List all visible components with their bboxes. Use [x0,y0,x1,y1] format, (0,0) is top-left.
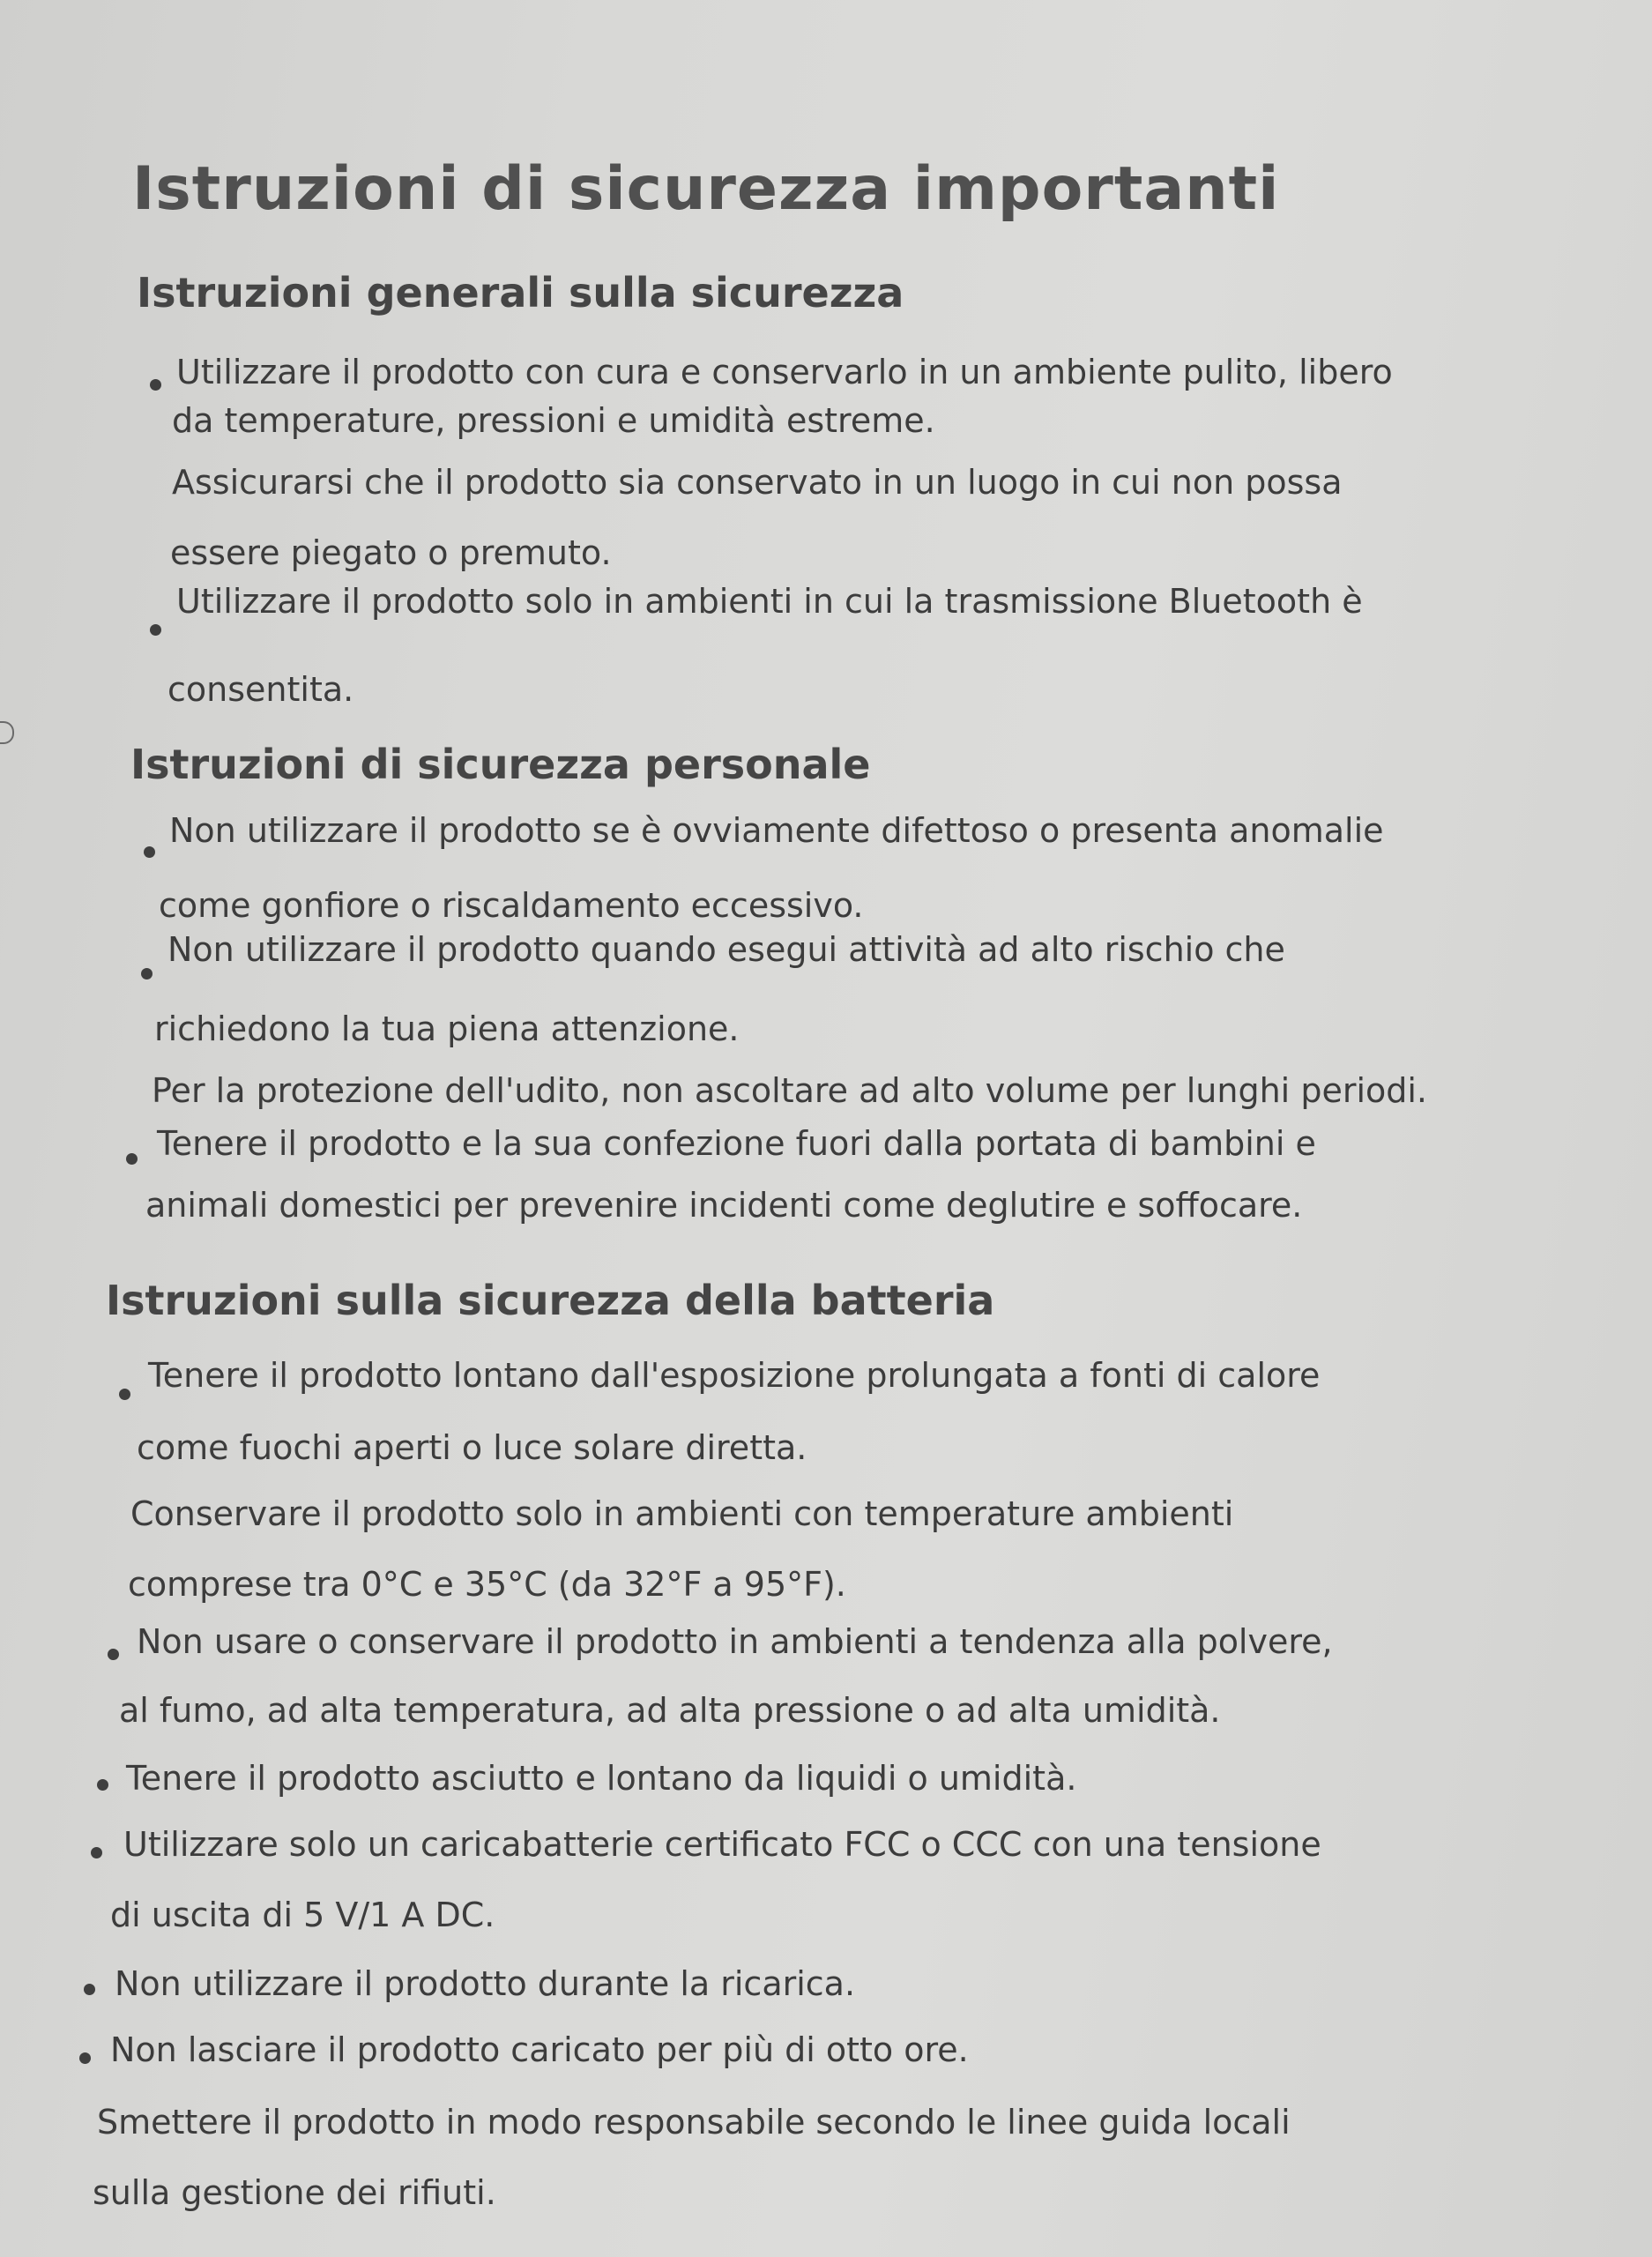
bullet-icon [144,846,155,858]
bullet-icon [97,1779,108,1791]
text-line: Non lasciare il prodotto caricato per più di otto ore. [110,2030,969,2069]
text-line: sulla gestione dei rifiuti. [93,2173,496,2212]
text-line: Non utilizzare il prodotto quando esegui attività ad alto rischio che [167,930,1285,969]
text-line: Non utilizzare il prodotto se è ovviamente difettoso o presenta anomalie [169,811,1384,850]
text-line: consentita. [167,670,354,709]
text-line: Assicurarsi che il prodotto sia conservato in un luogo in cui non possa [172,463,1343,502]
text-line: Tenere il prodotto e la sua confezione fuori dalla portata di bambini e [157,1124,1316,1163]
text-line: Non usare o conservare il prodotto in ambienti a tendenza alla polvere, [137,1622,1333,1661]
text-line: comprese tra 0°C e 35°C (da 32°F a 95°F). [128,1565,846,1604]
bullet-icon [119,1389,130,1400]
bullet-icon [91,1847,102,1858]
text-line: al fumo, ad alta temperatura, ad alta pressione o ad alta umidità. [119,1691,1221,1730]
text-line: Non utilizzare il prodotto durante la ricarica. [115,1964,856,2003]
section-heading-personal: Istruzioni di sicurezza personale [130,741,871,788]
section-heading-battery: Istruzioni sulla sicurezza della batteria [106,1277,995,1324]
bullet-icon [150,624,161,636]
bullet-icon [141,968,153,980]
bullet-icon [126,1153,138,1165]
text-line: Utilizzare il prodotto solo in ambienti in cui la trasmissione Bluetooth è [176,582,1363,621]
section-heading-general: Istruzioni generali sulla sicurezza [137,269,904,317]
text-line: Utilizzare il prodotto con cura e conservarlo in un ambiente pulito, libero [176,353,1393,391]
text-line: di uscita di 5 V/1 A DC. [110,1896,495,1934]
text-line: Tenere il prodotto asciutto e lontano da liquidi o umidità. [126,1759,1077,1798]
bullet-icon [108,1649,119,1660]
page-title: Istruzioni di sicurezza importanti [132,154,1280,224]
text-line: Utilizzare solo un caricabatterie certificato FCC o CCC con una tensione [123,1825,1321,1864]
bullet-icon [84,1984,95,1995]
text-line: richiedono la tua piena attenzione. [154,1009,740,1048]
text-line: essere piegato o premuto. [170,533,612,572]
text-line: Conservare il prodotto solo in ambienti con temperature ambienti [130,1494,1234,1533]
text-line: animali domestici per prevenire incidenti come deglutire e soffocare. [145,1186,1303,1225]
text-line: Tenere il prodotto lontano dall'esposizione prolungata a fonti di calore [148,1356,1321,1395]
bullet-icon [150,379,161,391]
text-line: Smettere il prodotto in modo responsabile secondo le linee guida locali [97,2103,1291,2142]
bullet-icon [79,2052,91,2064]
text-line: come gonfiore o riscaldamento eccessivo. [159,886,864,925]
text-line: da temperature, pressioni e umidità estreme. [172,401,935,440]
text-line: Per la protezione dell'udito, non ascoltare ad alto volume per lunghi periodi. [152,1071,1428,1110]
page-edge-mark [0,721,14,744]
text-line: come fuochi aperti o luce solare diretta. [137,1428,807,1467]
